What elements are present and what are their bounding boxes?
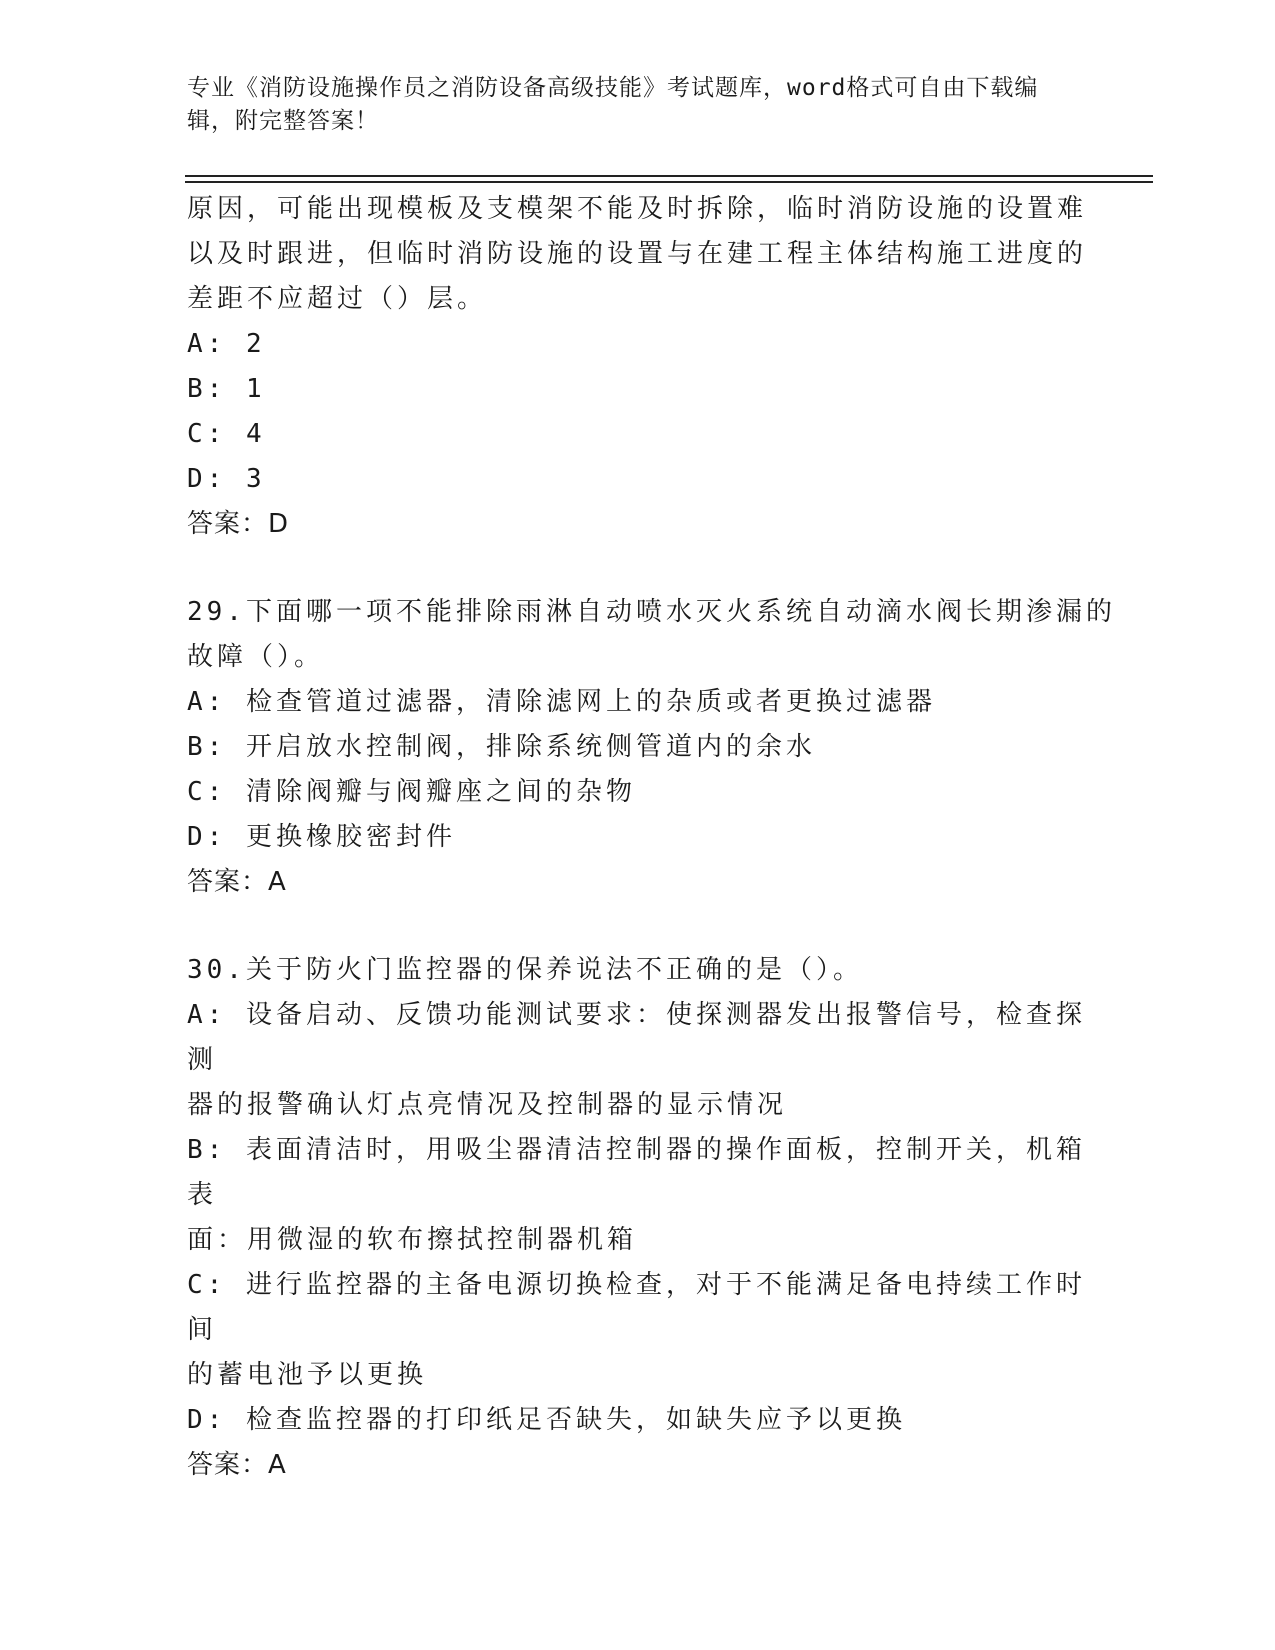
option-b: B: 1 — [187, 374, 266, 404]
header-line-1: 专业《消防设施操作员之消防设备高级技能》考试题库，word格式可自由下载编 — [187, 75, 1039, 101]
option-c: C: 4 — [187, 419, 266, 449]
option-b-line: 面：用微湿的软布擦拭控制器机箱 — [187, 1225, 638, 1255]
option-a: A: 检查管道过滤器，清除滤网上的杂质或者更换过滤器 — [187, 687, 936, 717]
question-28 — [187, 187, 1087, 547]
spacer — [187, 905, 1087, 948]
question-30 — [187, 948, 1087, 1488]
question-stem-line: 29.下面哪一项不能排除雨淋自动喷水灭火系统自动滴水阀长期渗漏的 — [187, 597, 1116, 627]
option-d: D: 3 — [187, 464, 266, 494]
option-c: C: 清除阀瓣与阀瓣座之间的杂物 — [187, 777, 636, 807]
option-a-line: 器的报警确认灯点亮情况及控制器的显示情况 — [187, 1090, 788, 1120]
option-b-line: B: 表面清洁时，用吸尘器清洁控制器的操作面板，控制开关，机箱表 — [187, 1135, 1086, 1210]
question-stem-line: 30.关于防火门监控器的保养说法不正确的是（）。 — [187, 955, 863, 985]
header-rule-top — [185, 175, 1153, 177]
option-c-line: C: 进行监控器的主备电源切换检查，对于不能满足备电持续工作时间 — [187, 1270, 1086, 1345]
question-29 — [187, 590, 1116, 905]
question-stem-line: 差距不应超过（）层。 — [187, 284, 488, 314]
answer-label: 答案：A — [187, 867, 287, 897]
option-a-line: A: 设备启动、反馈功能测试要求：使探测器发出报警信号，检查探测 — [187, 1000, 1086, 1075]
document-body — [187, 187, 1116, 1488]
question-stem-line: 故障（）。 — [187, 642, 325, 672]
option-d: D: 更换橡胶密封件 — [187, 822, 456, 852]
option-b: B: 开启放水控制阀，排除系统侧管道内的余水 — [187, 732, 816, 762]
header-line-2: 辑，附完整答案！ — [187, 108, 379, 134]
spacer — [187, 547, 1087, 590]
header-rule-bottom — [185, 181, 1153, 183]
option-a: A: 2 — [187, 329, 266, 359]
answer-label: 答案：D — [187, 509, 290, 539]
question-stem-line: 以及时跟进，但临时消防设施的设置与在建工程主体结构施工进度的 — [187, 239, 1088, 269]
question-stem-line: 原因，可能出现模板及支模架不能及时拆除，临时消防设施的设置难 — [187, 194, 1088, 224]
option-d-line: D: 检查监控器的打印纸足否缺失，如缺失应予以更换 — [187, 1405, 906, 1435]
option-c-line: 的蓄电池予以更换 — [187, 1360, 428, 1390]
answer-label: 答案：A — [187, 1450, 287, 1480]
page-header — [187, 72, 1067, 138]
